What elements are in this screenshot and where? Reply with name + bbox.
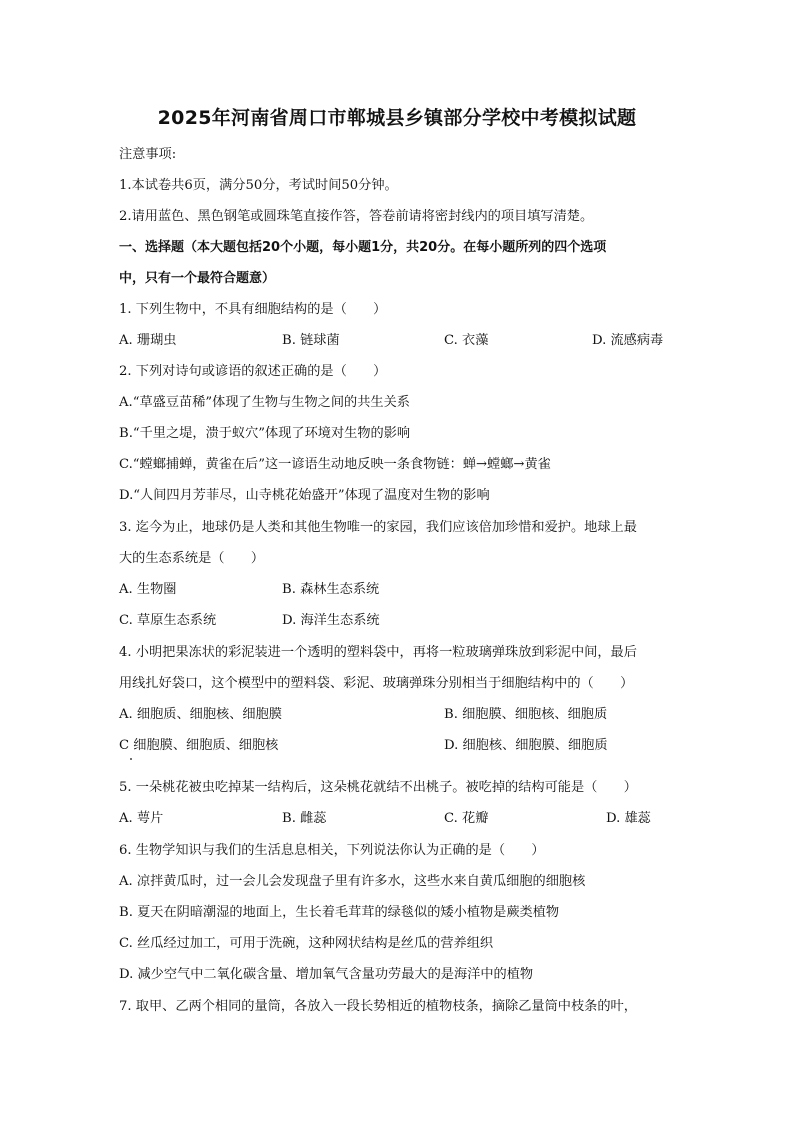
question-1-option-d: D. 流感病毒: [592, 333, 664, 348]
question-3-option-c: C. 草原生态系统: [119, 613, 217, 628]
question-2-option-a: A.“草盛豆苗稀”体现了生物与生物之间的共生关系: [119, 395, 410, 410]
question-6-option-d: D. 减少空气中二氧化碳含量、增加氧气含量功劳最大的是海洋中的植物: [119, 967, 534, 982]
question-1-option-c: C. 衣藻: [444, 333, 489, 348]
question-6-option-c: C. 丝瓜经过加工，可用于洗碗，这种网状结构是丝瓜的营养组织: [119, 936, 494, 951]
notice-item-1: 1.本试卷共6页，满分50分，考试时间50分钟。: [119, 178, 398, 193]
question-4-stem: 4. 小明把果冻状的彩泥装进一个透明的塑料袋中，再将一粒玻璃弹珠放到彩泥中间，最后: [119, 645, 637, 660]
question-2-option-c: C.“螳螂捕蝉，黄雀在后”这一谚语生动地反映一条食物链：蝉→螳螂→黄雀: [119, 457, 551, 472]
question-2-stem: 2. 下列对诗句或谚语的叙述正确的是（ ）: [119, 364, 387, 379]
section-heading-cont: 中，只有一个最符合题意）: [119, 271, 276, 286]
question-7-stem: 7. 取甲、乙两个相同的量筒，各放入一段长势相近的植物枝条，摘除乙量筒中枝条的叶，: [119, 999, 637, 1014]
question-5-option-c: C. 花瓣: [444, 811, 489, 826]
question-1-option-a: A. 珊瑚虫: [119, 333, 177, 348]
stray-mark: [130, 758, 132, 760]
page-title: 2025年河南省周口市郸城县乡镇部分学校中考模拟试题: [157, 107, 637, 129]
question-5-stem: 5. 一朵桃花被虫吃掉某一结构后，这朵桃花就结不出桃子。被吃掉的结构可能是（ ）: [119, 780, 637, 795]
question-3-stem-cont: 大的生态系统是（ ）: [119, 551, 265, 566]
notice-item-2: 2.请用蓝色、黑色钢笔或圆珠笔直接作答，答卷前请将密封线内的项目填写清楚。: [119, 209, 594, 224]
question-5-option-d: D. 雄蕊: [606, 811, 651, 826]
question-4-option-c: C 细胞膜、细胞质、细胞核: [119, 738, 279, 753]
question-3-stem: 3. 迄今为止，地球仍是人类和其他生物唯一的家园，我们应该倍加珍惜和爱护。地球上最: [119, 520, 637, 535]
question-3-option-a: A. 生物圈: [119, 582, 177, 597]
question-4-option-b: B. 细胞膜、细胞核、细胞质: [444, 707, 608, 722]
question-1-stem: 1. 下列生物中，不具有细胞结构的是（ ）: [119, 302, 387, 317]
question-4-stem-cont: 用线扎好袋口，这个模型中的塑料袋、彩泥、玻璃弹珠分别相当于细胞结构中的（ ）: [119, 676, 634, 691]
question-6-option-b: B. 夏天在阴暗潮湿的地面上，生长着毛茸茸的绿毯似的矮小植物是蕨类植物: [119, 905, 560, 920]
question-3-option-d: D. 海洋生态系统: [282, 613, 380, 628]
section-heading: 一、选择题（本大题包括20个小题，每小题1分，共20分。在每小题所列的四个选项: [119, 240, 607, 255]
question-2-option-b: B.“千里之堤，溃于蚁穴”体现了环境对生物的影响: [119, 426, 411, 441]
question-3-option-b: B. 森林生态系统: [282, 582, 380, 597]
question-2-option-d: D.“人间四月芳菲尽，山寺桃花始盛开”体现了温度对生物的影响: [119, 488, 490, 503]
question-5-option-a: A. 萼片: [119, 811, 164, 826]
notice-heading: 注意事项:: [119, 147, 177, 162]
question-4-option-d: D. 细胞核、细胞膜、细胞质: [444, 738, 608, 753]
question-6-stem: 6. 生物学知识与我们的生活息息相关，下列说法你认为正确的是（ ）: [119, 843, 545, 858]
question-4-option-a: A. 细胞质、细胞核、细胞膜: [119, 707, 282, 722]
question-5-option-b: B. 雌蕊: [282, 811, 327, 826]
question-1-option-b: B. 链球菌: [282, 333, 340, 348]
question-6-option-a: A. 凉拌黄瓜时，过一会儿会发现盘子里有许多水，这些水来自黄瓜细胞的细胞核: [119, 874, 586, 889]
